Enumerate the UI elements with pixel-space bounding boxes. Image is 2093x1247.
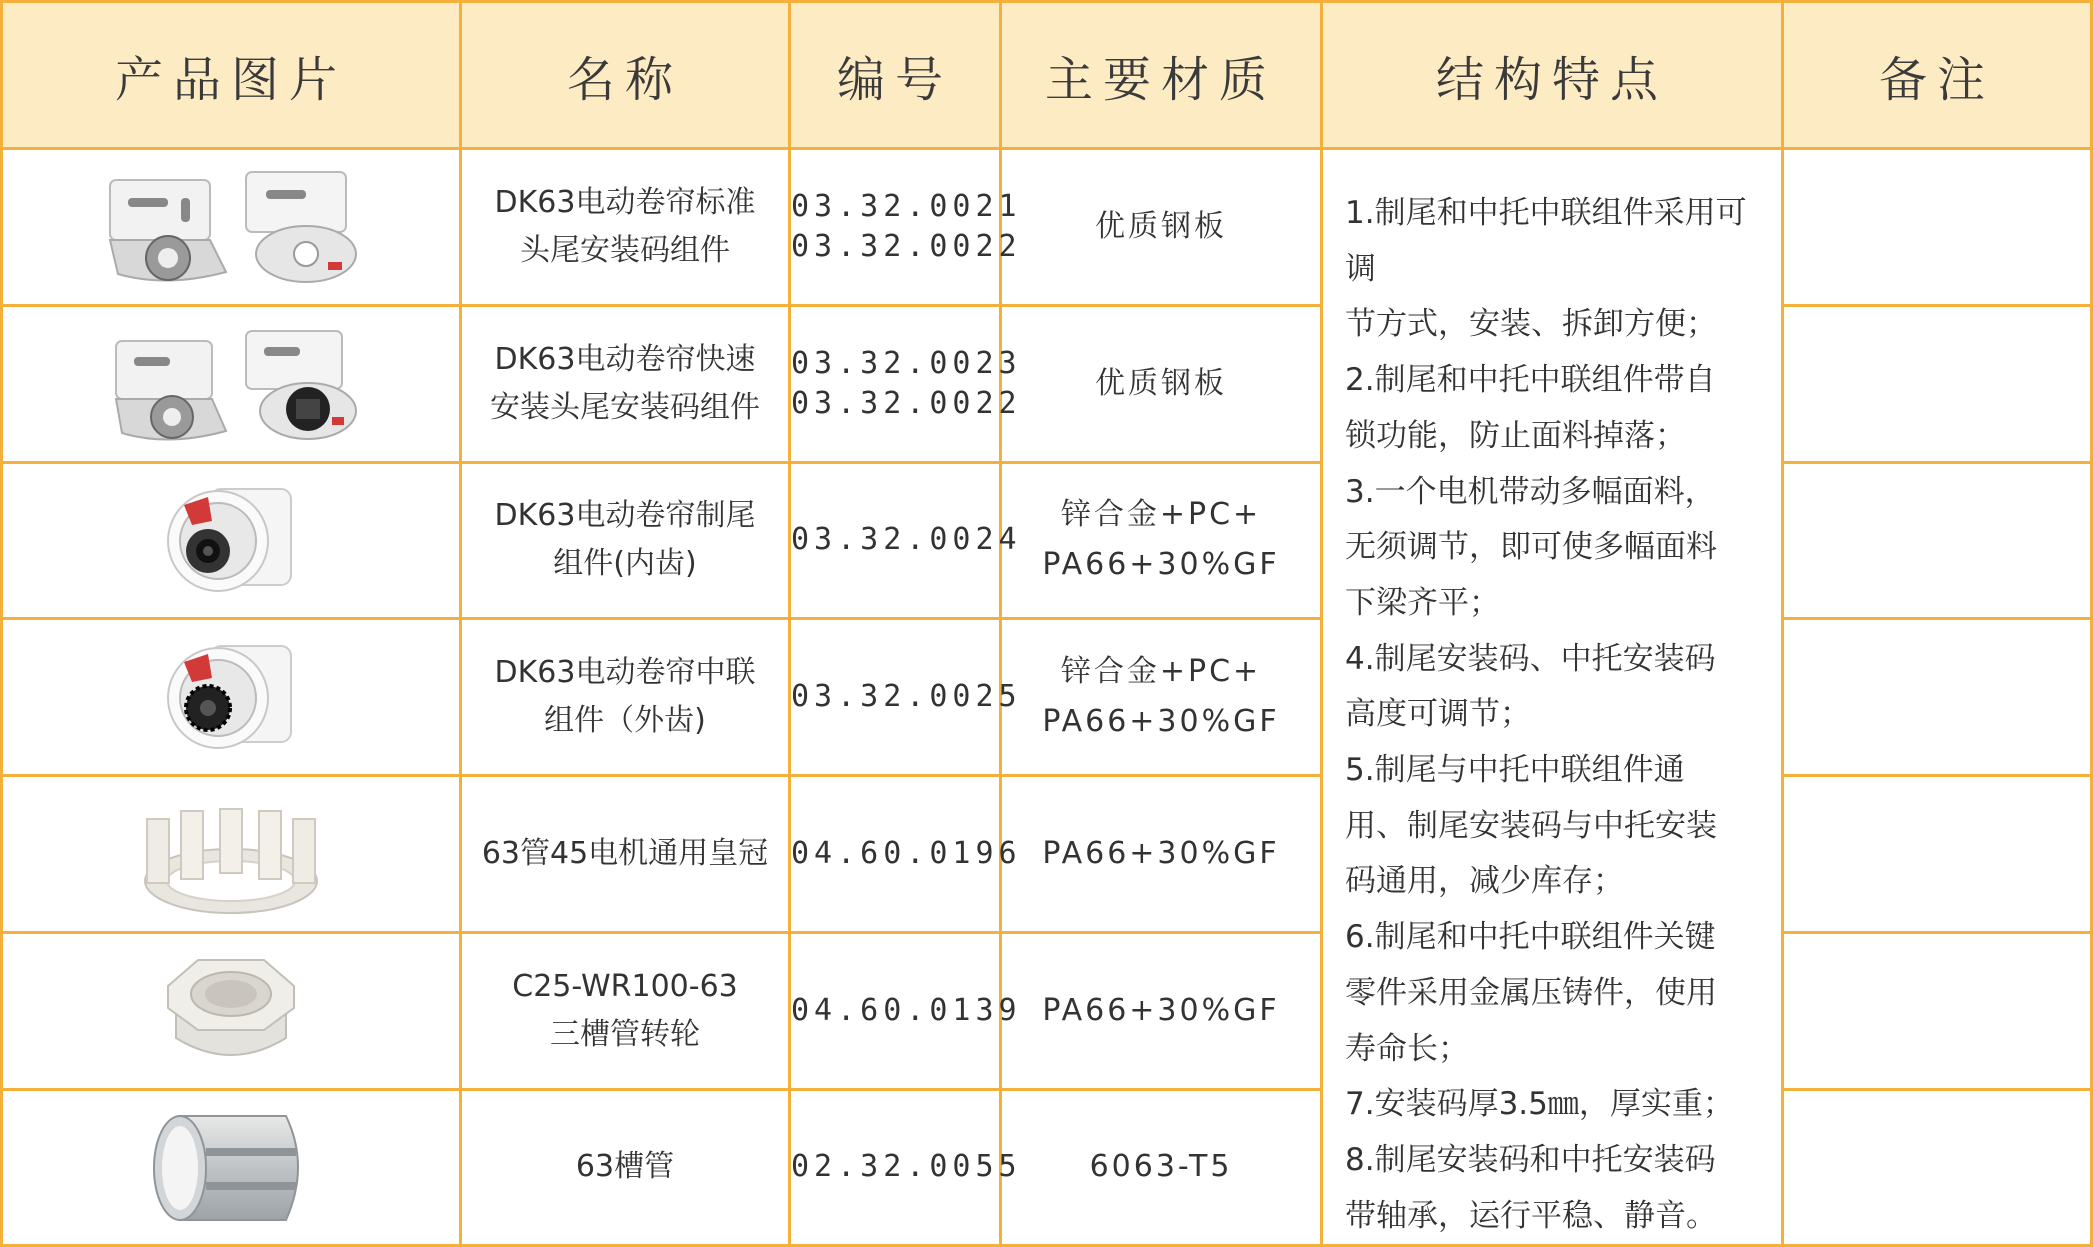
product-code: 03.32.0022 xyxy=(791,228,1022,264)
quick-bracket-set-icon xyxy=(96,319,366,449)
product-name-cell xyxy=(461,932,790,1089)
tube-icon xyxy=(146,1102,316,1232)
product-code-cell xyxy=(790,305,1022,462)
product-name-line: DK63电动卷帘标准 xyxy=(494,184,756,220)
remark-cell xyxy=(1783,1089,2092,1246)
table-row xyxy=(2,149,2092,306)
product-name-line: 头尾安装码组件 xyxy=(520,232,730,268)
middle-link-icon xyxy=(156,632,306,762)
product-code: 04.60.0196 xyxy=(791,835,1022,871)
product-name-line: DK63电动卷帘中联 xyxy=(494,655,756,691)
crown-adapter-icon xyxy=(131,789,331,919)
feature-line: 3.一个电机带动多幅面料， xyxy=(1345,473,1716,510)
feature-line: 带轴承，运行平稳、静音。 xyxy=(1345,1197,1717,1234)
remark-cell xyxy=(1783,776,2092,933)
product-name-line: 组件(内齿) xyxy=(553,546,697,582)
feature-line: 用、制尾安装码与中托安装 xyxy=(1345,807,1717,844)
header-remark: 备注 xyxy=(1783,2,2092,149)
material-line: PA66+30%GF xyxy=(1042,835,1280,871)
product-name-line: DK63电动卷帘制尾 xyxy=(494,498,756,534)
header-features: 结构特点 xyxy=(1322,2,1783,149)
remark-cell xyxy=(1783,149,2092,306)
feature-line: 零件采用金属压铸件，使用 xyxy=(1345,974,1717,1011)
material-line: 6063-T5 xyxy=(1089,1149,1233,1185)
remark-cell xyxy=(1783,462,2092,619)
material-cell xyxy=(1001,1089,1322,1246)
product-code-cell xyxy=(790,149,1022,306)
product-code: 03.32.0025 xyxy=(791,679,1022,715)
product-code: 03.32.0021 xyxy=(791,188,1022,224)
material-line: 锌合金+PC+ xyxy=(1060,654,1262,690)
feature-line: 码通用，减少库存； xyxy=(1345,863,1624,900)
product-name-cell xyxy=(461,1089,790,1246)
product-name-cell xyxy=(461,149,790,306)
feature-line: 寿命长； xyxy=(1345,1030,1469,1067)
product-name-line: 63管45电机通用皇冠 xyxy=(481,835,769,871)
remark-cell xyxy=(1783,619,2092,776)
product-name-line: C25-WR100-63 xyxy=(512,968,738,1004)
material-cell xyxy=(1001,305,1322,462)
product-name-line: 三槽管转轮 xyxy=(550,1016,700,1052)
end-bracket-set-icon xyxy=(96,162,366,292)
feature-line: 下梁齐平； xyxy=(1345,584,1500,621)
product-image-cell xyxy=(2,932,461,1089)
remark-cell xyxy=(1783,305,2092,462)
header-product-image: 产品图片 xyxy=(2,2,461,149)
product-image-cell xyxy=(2,149,461,306)
tail-brake-icon xyxy=(156,475,306,605)
features-cell xyxy=(1322,149,1783,1246)
material-line: 锌合金+PC+ xyxy=(1060,497,1262,533)
product-name-line: 组件（外齿) xyxy=(544,703,706,739)
material-line: 优质钢板 xyxy=(1095,208,1227,244)
product-name-cell xyxy=(461,776,790,933)
product-name-cell xyxy=(461,462,790,619)
product-code: 04.60.0139 xyxy=(791,992,1022,1028)
feature-line: 4.制尾安装码、中托安装码 xyxy=(1345,640,1716,677)
material-line: PA66+30%GF xyxy=(1042,547,1280,583)
header-material: 主要材质 xyxy=(1001,2,1322,149)
feature-line: 6.制尾和中托中联组件关键 xyxy=(1345,919,1716,956)
product-image-cell xyxy=(2,619,461,776)
material-cell xyxy=(1001,462,1322,619)
product-name-cell xyxy=(461,305,790,462)
product-code-cell xyxy=(790,1089,1022,1246)
material-cell xyxy=(1001,619,1322,776)
product-code: 03.32.0024 xyxy=(791,522,1022,558)
header-name: 名称 xyxy=(461,2,790,149)
product-code: 03.32.0023 xyxy=(791,345,1022,381)
material-cell xyxy=(1001,776,1322,933)
material-cell xyxy=(1001,932,1322,1089)
product-code-cell xyxy=(790,932,1022,1089)
feature-line: 7.安装码厚3.5㎜，厚实重； xyxy=(1345,1086,1734,1123)
header-row xyxy=(2,2,2092,149)
material-line: PA66+30%GF xyxy=(1042,992,1280,1028)
feature-line: 8.制尾安装码和中托安装码 xyxy=(1345,1141,1716,1178)
product-code: 02.32.0055 xyxy=(791,1149,1022,1185)
header-code: 编号 xyxy=(790,2,1001,149)
material-line: PA66+30%GF xyxy=(1042,704,1280,740)
drive-wheel-icon xyxy=(146,946,316,1076)
feature-line: 5.制尾与中托中联组件通 xyxy=(1345,752,1685,789)
product-name-line: 安装头尾安装码组件 xyxy=(490,389,760,425)
product-image-cell xyxy=(2,462,461,619)
product-name-line: DK63电动卷帘快速 xyxy=(494,341,756,377)
material-line: 优质钢板 xyxy=(1095,365,1227,401)
remark-cell xyxy=(1783,932,2092,1089)
feature-line: 2.制尾和中托中联组件带自 xyxy=(1345,362,1716,399)
product-image-cell xyxy=(2,776,461,933)
product-code-cell xyxy=(790,462,1022,619)
material-cell xyxy=(1001,149,1322,306)
product-code-cell xyxy=(790,619,1022,776)
feature-line: 1.制尾和中托中联组件采用可调 xyxy=(1345,195,1747,287)
product-code-cell xyxy=(790,776,1022,933)
product-image-cell xyxy=(2,305,461,462)
product-image-cell xyxy=(2,1089,461,1246)
feature-line: 高度可调节； xyxy=(1345,696,1531,733)
product-code: 03.32.0022 xyxy=(791,385,1022,421)
feature-line: 节方式，安装、拆卸方便； xyxy=(1345,306,1717,343)
product-name-line: 63槽管 xyxy=(575,1149,675,1185)
feature-line: 锁功能，防止面料掉落； xyxy=(1345,417,1686,454)
feature-line: 无须调节，即可使多幅面料 xyxy=(1345,529,1717,566)
product-name-cell xyxy=(461,619,790,776)
